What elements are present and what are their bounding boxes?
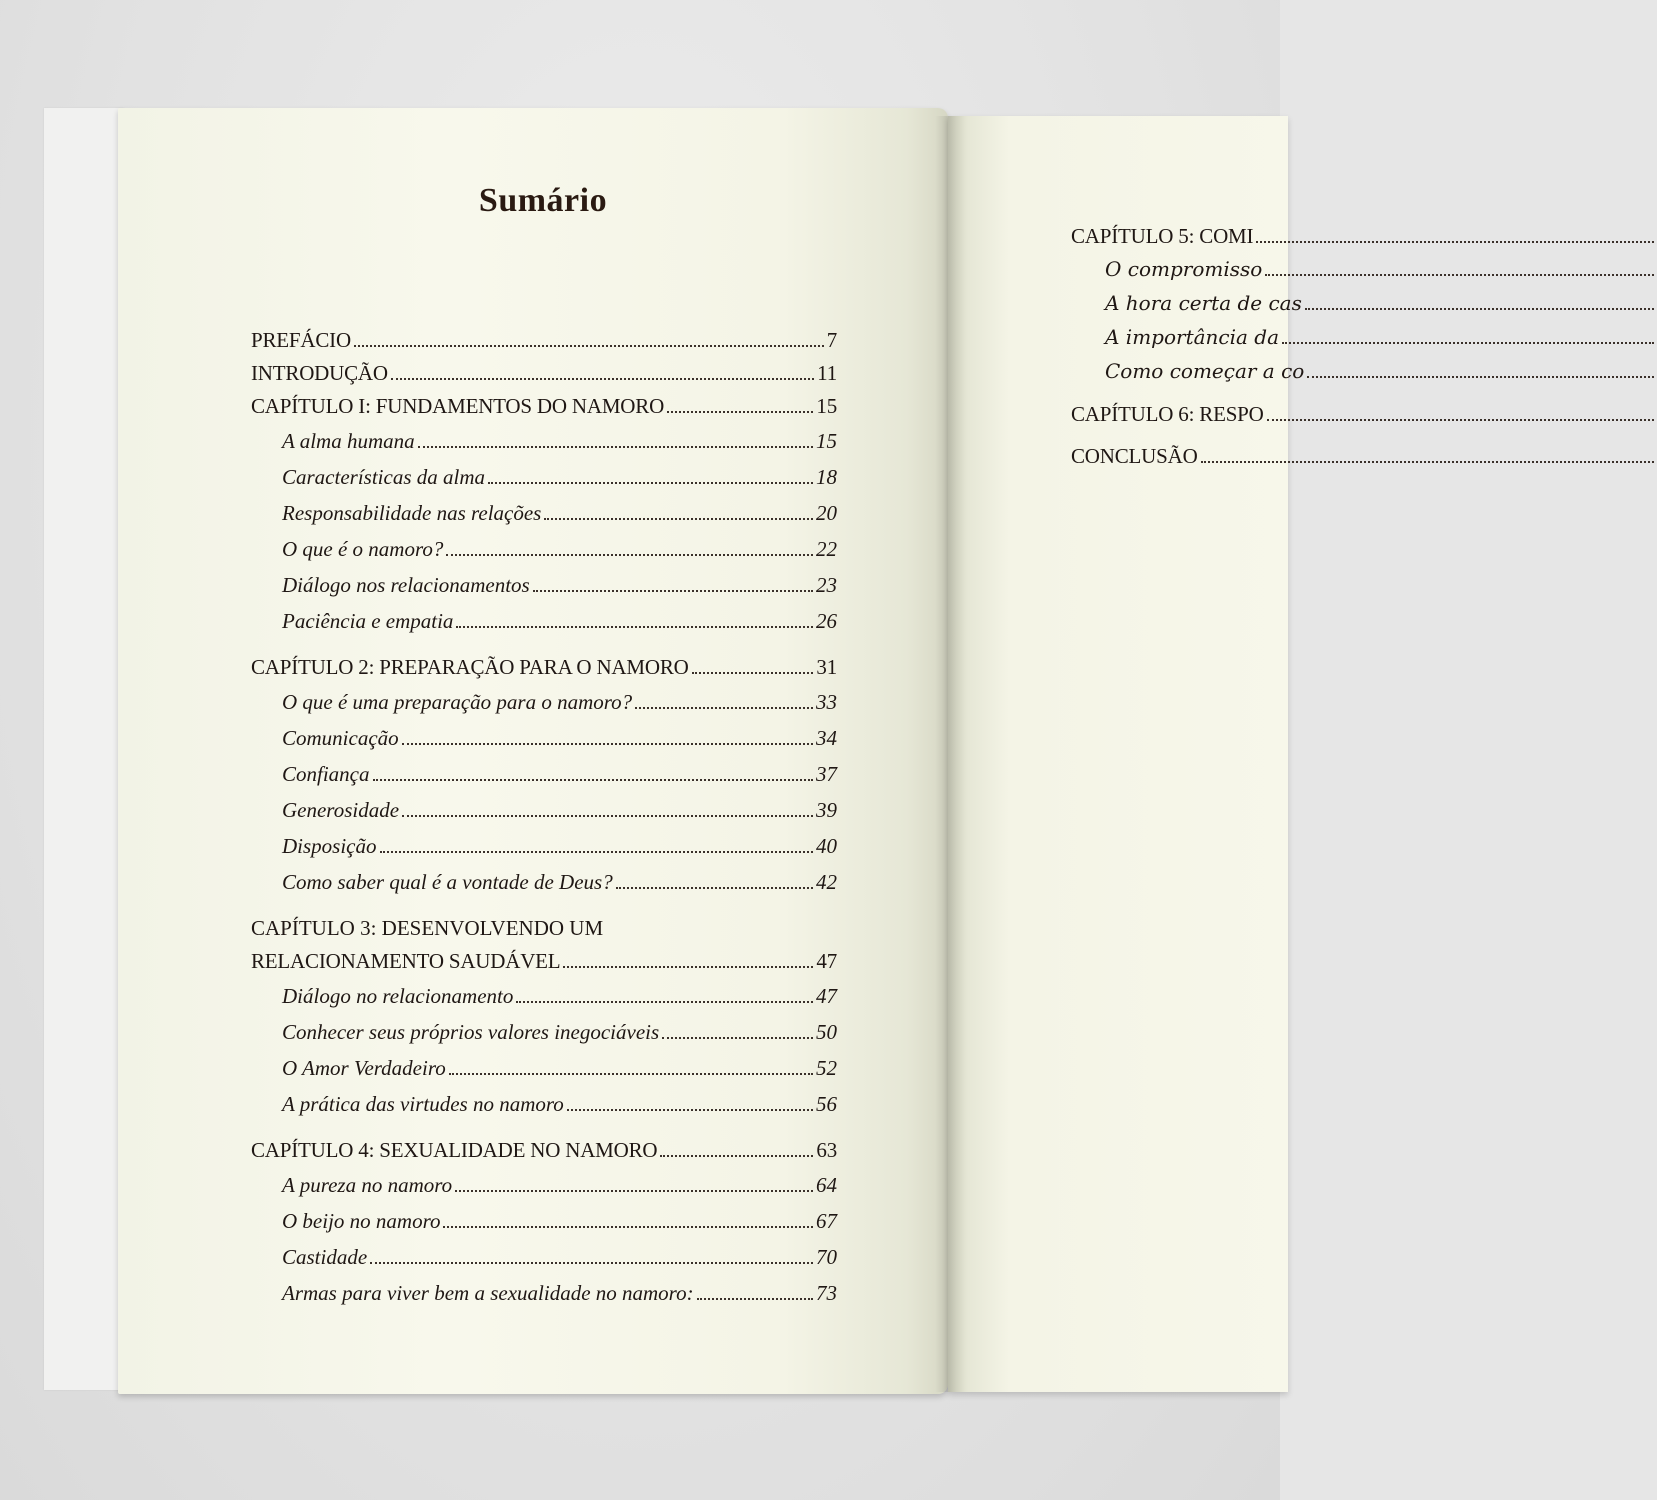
toc-section-entry bbox=[251, 792, 837, 828]
dot-leader bbox=[380, 851, 814, 853]
toc-chapter-entry bbox=[1071, 220, 1657, 252]
toc-page-number: 15 bbox=[816, 394, 837, 418]
toc-entry-label: O que é o namoro? bbox=[282, 537, 444, 561]
toc-chapter-entry bbox=[251, 357, 837, 390]
toc-entry-label: INTRODUÇÃO bbox=[251, 361, 388, 385]
table-of-contents-right bbox=[1071, 220, 1657, 472]
toc-entry-label: Armas para viver bem a sexualidade no namoro: bbox=[282, 1281, 694, 1305]
dot-leader bbox=[443, 1226, 813, 1228]
toc-entry-label: CONCLUSÃO bbox=[1071, 444, 1198, 468]
dot-leader bbox=[1305, 308, 1654, 310]
dot-leader bbox=[667, 411, 813, 413]
dot-leader bbox=[533, 590, 813, 592]
toc-entry-label: Diálogo nos relacionamentos bbox=[282, 573, 530, 597]
dot-leader bbox=[455, 1190, 813, 1192]
toc-section-entry bbox=[251, 1239, 837, 1275]
toc-page-number: 73 bbox=[816, 1281, 837, 1305]
toc-page-number: 42 bbox=[816, 870, 837, 894]
toc-entry-label: Como começar a co bbox=[1105, 359, 1305, 383]
toc-page-number: 15 bbox=[816, 429, 837, 453]
toc-section-entry bbox=[251, 1275, 837, 1311]
toc-section-entry bbox=[251, 1014, 837, 1050]
toc-page-number: 34 bbox=[816, 726, 837, 750]
dot-leader bbox=[488, 482, 813, 484]
toc-page-number: 7 bbox=[826, 328, 837, 352]
dot-leader bbox=[697, 1298, 813, 1300]
toc-entry-label: A importância da bbox=[1105, 325, 1280, 349]
toc-page-number: 26 bbox=[816, 609, 837, 633]
toc-entry-label: CAPÍTULO 4: SEXUALIDADE NO NAMORO bbox=[251, 1138, 658, 1162]
toc-entry-label: Características da alma bbox=[282, 465, 485, 489]
toc-section-entry bbox=[251, 1167, 837, 1203]
dot-leader bbox=[563, 966, 813, 968]
toc-section-entry bbox=[1071, 320, 1657, 354]
table-of-contents-left bbox=[251, 324, 837, 1311]
toc-entry-label: A alma humana bbox=[282, 429, 415, 453]
spacer bbox=[251, 1122, 837, 1134]
toc-page-number: 52 bbox=[816, 1056, 837, 1080]
dot-leader bbox=[446, 554, 813, 556]
toc-page-number: 23 bbox=[816, 573, 837, 597]
toc-entry-label: Comunicação bbox=[282, 726, 399, 750]
toc-entry-label: O compromisso bbox=[1105, 257, 1263, 281]
page-title: Sumário bbox=[478, 182, 608, 219]
toc-entry-label: Diálogo no relacionamento bbox=[282, 984, 514, 1008]
dot-leader bbox=[662, 1037, 813, 1039]
toc-section-entry bbox=[251, 1203, 837, 1239]
toc-entry-label: O beijo no namoro bbox=[282, 1209, 441, 1233]
dot-leader bbox=[449, 1073, 813, 1075]
toc-chapter-entry bbox=[251, 945, 837, 978]
toc-entry-label: A prática das virtudes no namoro bbox=[282, 1092, 564, 1116]
toc-page-number: 39 bbox=[816, 798, 837, 822]
toc-section-entry bbox=[251, 684, 837, 720]
toc-entry-label: CAPÍTULO 6: RESPO bbox=[1071, 402, 1264, 426]
spacer bbox=[251, 900, 837, 912]
toc-page-number: 11 bbox=[817, 361, 837, 385]
dot-leader bbox=[1282, 342, 1654, 344]
back-cover-edge bbox=[44, 108, 124, 1390]
toc-chapter-entry bbox=[251, 651, 837, 684]
toc-page-number: 67 bbox=[816, 1209, 837, 1233]
toc-chapter-entry bbox=[251, 1134, 837, 1167]
toc-chapter-title-line: CAPÍTULO 3: DESENVOLVENDO UM bbox=[251, 916, 604, 940]
toc-entry-label: CAPÍTULO I: FUNDAMENTOS DO NAMORO bbox=[251, 394, 665, 418]
toc-page-number: 22 bbox=[816, 537, 837, 561]
toc-entry-label: A hora certa de cas bbox=[1105, 291, 1302, 315]
toc-page-number: 20 bbox=[816, 501, 837, 525]
toc-entry-label: Como saber qual é a vontade de Deus? bbox=[282, 870, 613, 894]
toc-section-entry bbox=[251, 603, 837, 639]
dot-leader bbox=[391, 378, 814, 380]
dot-leader bbox=[635, 707, 813, 709]
toc-section-entry bbox=[251, 531, 837, 567]
toc-section-entry bbox=[251, 720, 837, 756]
toc-entry-label: Castidade bbox=[282, 1245, 368, 1269]
toc-page-number: 64 bbox=[816, 1173, 837, 1197]
toc-entry-label: Disposição bbox=[282, 834, 377, 858]
dot-leader bbox=[516, 1001, 813, 1003]
dot-leader bbox=[402, 743, 813, 745]
dot-leader bbox=[660, 1155, 813, 1157]
toc-section-entry bbox=[1071, 252, 1657, 286]
toc-section-entry bbox=[1071, 286, 1657, 320]
toc-entry-label: Generosidade bbox=[282, 798, 400, 822]
spacer bbox=[1071, 388, 1657, 398]
toc-page-number: 50 bbox=[816, 1020, 837, 1044]
toc-page-number: 40 bbox=[816, 834, 837, 858]
dot-leader bbox=[418, 446, 813, 448]
book-gutter bbox=[935, 116, 965, 1392]
dot-leader bbox=[456, 626, 813, 628]
toc-page-number: 56 bbox=[816, 1092, 837, 1116]
toc-entry-label: O que é uma preparação para o namoro? bbox=[282, 690, 633, 714]
toc-entry-label: CAPÍTULO 2: PREPARAÇÃO PARA O NAMORO bbox=[251, 655, 689, 679]
toc-section-entry bbox=[251, 864, 837, 900]
toc-entry-label: Paciência e empatia bbox=[282, 609, 454, 633]
toc-section-entry bbox=[251, 567, 837, 603]
toc-page-number: 37 bbox=[816, 762, 837, 786]
toc-chapter-entry bbox=[251, 324, 837, 357]
toc-entry-label: CAPÍTULO 5: COMI bbox=[1071, 224, 1254, 248]
dot-leader bbox=[402, 815, 813, 817]
toc-section-entry bbox=[251, 828, 837, 864]
toc-page-number: 47 bbox=[816, 984, 837, 1008]
toc-entry-label: PREFÁCIO bbox=[251, 328, 351, 352]
toc-page-number: 31 bbox=[816, 655, 837, 679]
toc-section-entry bbox=[251, 1086, 837, 1122]
dot-leader bbox=[1307, 376, 1654, 378]
toc-entry-label: Confiança bbox=[282, 762, 370, 786]
dot-leader bbox=[1267, 419, 1654, 421]
toc-page-number: 47 bbox=[816, 949, 837, 973]
dot-leader bbox=[544, 518, 813, 520]
toc-section-entry bbox=[251, 756, 837, 792]
dot-leader bbox=[373, 779, 814, 781]
toc-entry-label: RELACIONAMENTO SAUDÁVEL bbox=[251, 949, 561, 973]
toc-page-number: 63 bbox=[816, 1138, 837, 1162]
spacer bbox=[1071, 430, 1657, 440]
toc-section-entry bbox=[1071, 354, 1657, 388]
toc-chapter-entry bbox=[1071, 398, 1657, 430]
toc-section-entry bbox=[251, 495, 837, 531]
dot-leader bbox=[692, 672, 814, 674]
toc-entry-label: O Amor Verdadeiro bbox=[282, 1056, 446, 1080]
toc-entry-label: A pureza no namoro bbox=[282, 1173, 453, 1197]
toc-page-number: 33 bbox=[816, 690, 837, 714]
toc-section-entry bbox=[251, 1050, 837, 1086]
toc-entry-label: Conhecer seus próprios valores inegociáveis bbox=[282, 1020, 660, 1044]
toc-section-entry bbox=[251, 978, 837, 1014]
dot-leader bbox=[354, 345, 824, 347]
dot-leader bbox=[1256, 241, 1654, 243]
toc-page-number: 18 bbox=[816, 465, 837, 489]
spacer bbox=[251, 639, 837, 651]
dot-leader bbox=[370, 1262, 813, 1264]
toc-page-number: 70 bbox=[816, 1245, 837, 1269]
toc-chapter-entry bbox=[1071, 440, 1657, 472]
toc-entry-label: Responsabilidade nas relações bbox=[282, 501, 542, 525]
dot-leader bbox=[1201, 461, 1654, 463]
dot-leader bbox=[616, 887, 813, 889]
toc-chapter-entry bbox=[251, 390, 837, 423]
dot-leader bbox=[1265, 274, 1654, 276]
dot-leader bbox=[567, 1109, 813, 1111]
toc-section-entry bbox=[251, 459, 837, 495]
toc-section-entry bbox=[251, 423, 837, 459]
